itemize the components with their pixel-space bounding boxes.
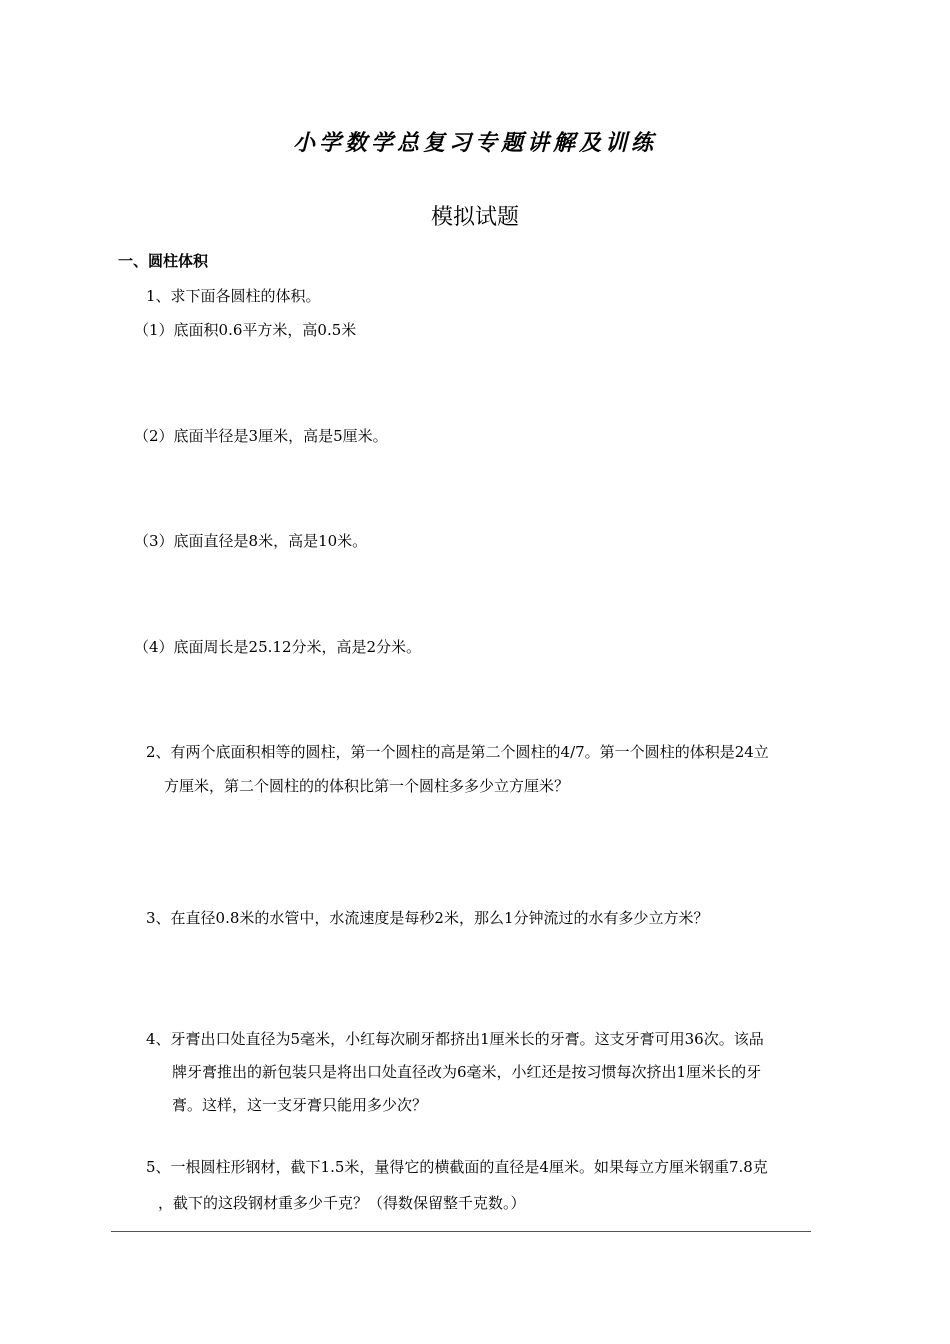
document-subtitle: 模拟试题	[430, 205, 519, 230]
question-5-line-1: 5、一根圆柱形钢材，截下1.5米，量得它的横截面的直径是4厘米。如果每立方厘米钢重7.8克	[146, 1158, 768, 1176]
question-1-intro: 1、求下面各圆柱的体积。	[146, 287, 321, 305]
question-1-part-3: （3）底面直径是8米，高是10米。	[134, 532, 368, 550]
question-3-line-1: 3、在直径0.8米的水管中，水流速度是每秒2米，那么1分钟流过的水有多少立方米？	[146, 909, 709, 927]
question-2-line-2: 方厘米，第二个圆柱的的体积比第一个圆柱多多少立方厘米？	[164, 777, 570, 795]
question-4-line-3: 膏。这样，这一支牙膏只能用多少次？	[172, 1096, 428, 1114]
footer-divider	[111, 1231, 811, 1232]
question-4-line-1: 4、牙膏出口处直径为5毫米，小红每次刷牙都挤出1厘米长的牙膏。这支牙膏可用36次。该品	[146, 1030, 764, 1048]
section-heading: 一、圆柱体积	[118, 252, 209, 270]
question-1-part-2: （2）底面半径是3厘米，高是5厘米。	[134, 427, 388, 445]
question-5-line-2: ，截下的这段钢材重多少千克？（得数保留整千克数。）	[158, 1194, 526, 1212]
question-4-line-2: 牌牙膏推出的新包装只是将出口处直径改为6毫米，小红还是按习惯每次挤出1厘米长的牙	[172, 1063, 762, 1081]
document-title: 小学数学总复习专题讲解及训练	[292, 130, 657, 156]
question-2-line-1: 2、有两个底面积相等的圆柱，第一个圆柱的高是第二个圆柱的4/7。第一个圆柱的体积是24立	[146, 743, 769, 761]
question-1-part-4: （4）底面周长是25.12分米，高是2分米。	[134, 638, 422, 656]
question-1-part-1: （1）底面积0.6平方米，高0.5米	[134, 321, 357, 339]
